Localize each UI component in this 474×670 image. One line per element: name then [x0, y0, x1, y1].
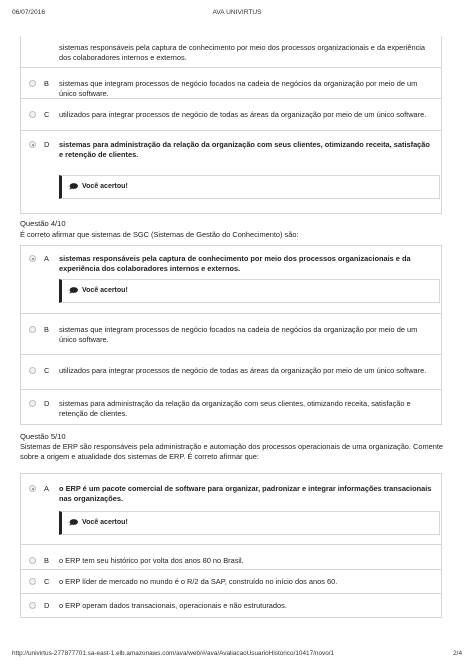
- radio-button[interactable]: [29, 367, 36, 374]
- speech-bubble-icon: [69, 183, 78, 190]
- question-5-options: [20, 473, 442, 618]
- option-c[interactable]: [21, 570, 441, 594]
- option-letter: C: [44, 577, 50, 586]
- option-d[interactable]: [21, 390, 441, 426]
- option-d[interactable]: [21, 594, 441, 619]
- option-text: o ERP operam dados transacionais, operacionais e não estruturados.: [59, 601, 287, 610]
- option-text: sistemas responsáveis pela captura de conhecimento por meio dos processos organizacionais e da experiência dos colaboradores internos e externos.: [59, 254, 411, 273]
- option-a[interactable]: [21, 36, 441, 68]
- option-text: utilizados para integrar processos de negócio de todas as áreas da organização por meio de um único software.: [59, 366, 427, 375]
- option-letter: B: [44, 325, 49, 334]
- speech-bubble-icon: [69, 519, 78, 526]
- option-text: sistemas responsáveis pela captura de conhecimento por meio dos processos organizacionais e da experiência dos colaboradores internos e externos.: [59, 43, 426, 62]
- option-letter: B: [44, 79, 49, 88]
- option-letter: C: [44, 110, 50, 119]
- speech-bubble-icon: [69, 287, 78, 294]
- option-text: sistemas para administração da relação da organização com seus clientes, otimizando receita, satisfação e retenção de clientes.: [59, 399, 411, 418]
- option-letter: A: [44, 484, 49, 493]
- option-letter: D: [44, 399, 50, 408]
- option-letter: B: [44, 556, 49, 565]
- option-letter: D: [44, 140, 50, 149]
- feedback-text: Você acertou!: [82, 519, 128, 526]
- radio-button-selected[interactable]: [29, 485, 36, 492]
- option-a[interactable]: [21, 246, 441, 314]
- feedback-box: [59, 279, 440, 303]
- option-b[interactable]: [21, 314, 441, 355]
- option-c[interactable]: [21, 355, 441, 390]
- radio-button-selected[interactable]: [29, 141, 36, 148]
- option-c[interactable]: [21, 99, 441, 131]
- option-text: utilizados para integrar processos de negócio de todas as áreas da organização por meio de um único software.: [59, 110, 427, 119]
- option-letter: C: [44, 366, 50, 375]
- question-5-title: Questão 5/10: [20, 432, 66, 441]
- page-url: http://univirtus-277877701.sa-east-1.elb.amazonaws.com/ava/web/#/ava/AvaliacaoUsuarioHistorico/10417/novo/1: [12, 650, 335, 657]
- question-3-options: [20, 36, 442, 214]
- option-text: o ERP tem seu histórico por volta dos anos 80 no Brasil.: [59, 556, 244, 565]
- question-5-prompt: Sistemas de ERP são responsáveis pela administração e automação dos processos operacionais de uma organização. Comente sobre a origem e atualidade dos sistemas de ERP. É correto afirmar que:: [20, 442, 444, 461]
- option-text: o ERP líder de mercado no mundo é o R/2 da SAP, construído no início dos anos 60.: [59, 577, 338, 586]
- page-title: AVA UNIVIRTUS: [212, 9, 262, 16]
- page-header: [12, 9, 462, 19]
- question-4-options: [20, 245, 442, 425]
- feedback-box: [59, 175, 440, 199]
- option-text: o ERP é um pacote comercial de software para organizar, padronizar e integrar informações transacionais nas organizações.: [59, 484, 432, 503]
- feedback-text: Você acertou!: [82, 183, 128, 190]
- radio-button[interactable]: [29, 80, 36, 87]
- option-text: sistemas que integram processos de negócio focados na cadeia de negócios da organização por meio de um único software.: [59, 325, 418, 344]
- question-4-title: Questão 4/10: [20, 219, 66, 228]
- radio-button[interactable]: [29, 602, 36, 609]
- radio-button[interactable]: [29, 400, 36, 407]
- radio-button[interactable]: [29, 326, 36, 333]
- feedback-text: Você acertou!: [82, 287, 128, 294]
- option-d[interactable]: [21, 131, 441, 214]
- page-number: 2/4: [453, 650, 462, 657]
- radio-button[interactable]: [29, 557, 36, 564]
- page-footer: [12, 650, 462, 660]
- radio-button-selected[interactable]: [29, 255, 36, 262]
- feedback-box: [59, 511, 440, 535]
- option-text: sistemas para administração da relação da organização com seus clientes, otimizando receita, satisfação e retenção de clientes.: [59, 140, 430, 159]
- radio-button[interactable]: [29, 578, 36, 585]
- option-letter: D: [44, 601, 50, 610]
- option-a[interactable]: [21, 474, 441, 545]
- question-4-prompt: É correto afirmar que sistemas de SGC (Sistemas de Gestão do Conhecimento) são:: [20, 230, 299, 239]
- option-text: sistemas que integram processos de negócio focados na cadeia de negócios da organização por meio de um único software.: [59, 79, 418, 98]
- radio-button[interactable]: [29, 111, 36, 118]
- print-date: 06/07/2016: [12, 9, 46, 16]
- option-b[interactable]: [21, 545, 441, 570]
- option-letter: A: [44, 254, 49, 263]
- option-b[interactable]: [21, 68, 441, 99]
